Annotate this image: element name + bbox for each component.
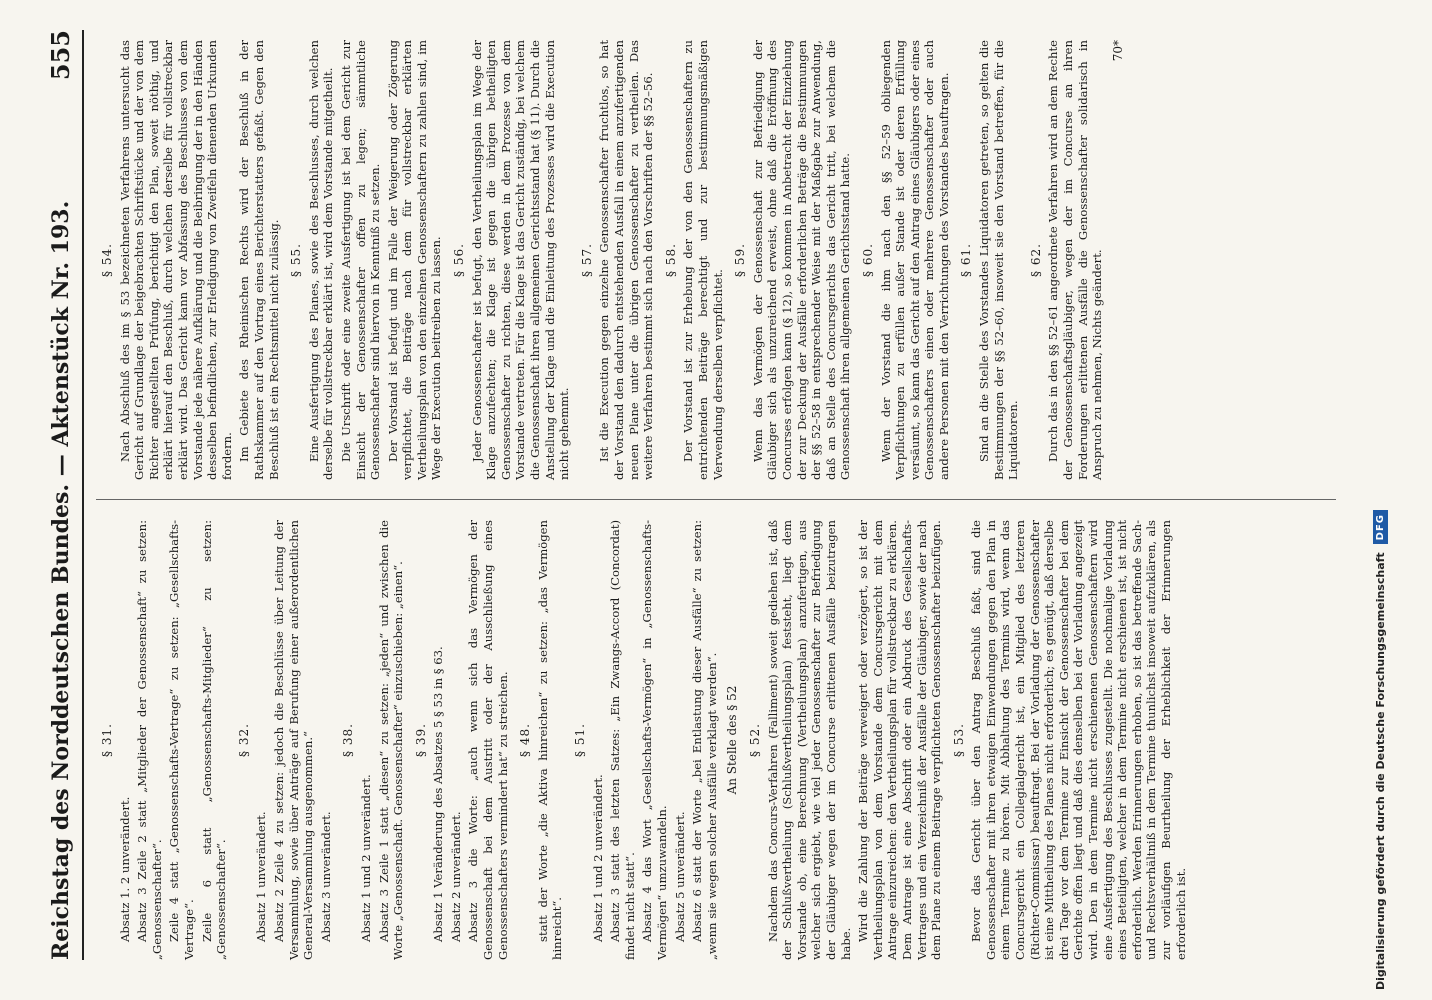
paragraph: Absatz 3 Zeile 2 statt „Mitglieder der Genossenschaft“ zu setzen: „Genossenschafter“. [135,520,164,960]
paragraph: Wenn das Vermögen der Genossenschaft zur Befriedigung der Gläubiger sich als unzureichend erweist, ohne daß die Eröffnung des Concurses erfolgen kann (§ 12), so kommen in Anbetracht der Einziehung der zur Deckung der Ausfälle erforderlichen Beträge die Bestimmungen der §§ 52–58 in entsprechender Weise mit der Maßgabe zur Anwendung, daß an Stelle des Concursgerichts das Gericht tritt, bei welchem die Genossenschaft ihren allgemeinen Gerichtsstand hatte. [750,40,853,480]
section-heading: § 51. [573,723,588,757]
section-heading: § 57. [579,243,594,277]
section-heading: § 38. [341,723,356,757]
right-column [92,40,1342,480]
paragraph: statt der Worte „die Aktiva hinreichen“ zu setzen: „das Vermögen hinreicht“. [535,520,565,960]
paragraph: Absatz 3 statt des letzten Satzes: „Ein Zwangs-Accord (Concordat) findet nicht statt“. [608,520,637,960]
paragraph: Eine Ausfertigung des Planes, sowie des Beschlusses, durch welchen derselbe für vollstreckbar erklärt ist, wird dem Vorstande mitgetheilt. [306,40,336,480]
section-heading: § 62. [1028,243,1043,277]
paragraph: Absatz 2 unverändert. [448,811,463,942]
paragraph: Absatz 4 das Wort „Gesellschafts-Vermögen“ in „Genossenschafts-Vermögen“ umzuwandeln. [640,520,669,960]
paragraph: Wird die Zahlung der Beiträge verweigert oder verzögert, so ist der Vertheilungsplan von dem Vorstande dem Concursgericht mit dem Antrage einzureichen: den Vertheilungsplan für vollstreckbar zu erklären. Dem Antrage ist eine Abschrift oder ein Abdruck des Gesellschafts-Vertrages und ein Verzeichniß der Ausfälle der Gläubiger, sowie der nach dem Plane zu einem Beitrage verpflichteten Genossenschafter beizufügen. [856,520,944,960]
paragraph: Nachdem das Concurs-Verfahren (Falliment) soweit gediehen ist, daß der Schlußvertheilung (Schlußvertheilungsplan) feststeht, liegt dem Vorstande ob, eine Berechnung (Vertheilungsplan) anzufertigen, aus welcher sich ergiebt, wie viel jeder Genossenschafter zur Befriedigung der Gläubiger wegen der im Concurse erlittenen Ausfälle beizutragen habe. [765,520,853,960]
section-heading: § 31. [100,723,114,757]
paragraph: Der Vorstand ist befugt und im Falle der Weigerung oder Zögerung verpflichtet, die Beiträge nach dem für vollstreckbar erklärten Vertheilungsplan von den einzelnen Genossenschaftern zu zahlen sind, im Wege der Execution beitreiben zu lassen. [385,40,444,480]
section-heading: § 55. [289,243,304,277]
paragraph: Durch das in den §§ 52–61 angeordnete Verfahren wird an dem Rechte der Genossenschaftsgläubiger, wegen der im Concurse an ihren Forderungen erlittenen Ausfälle die Genossenschafter solidarisch in Anspruch zu nehmen, Nichts geändert. [1046,40,1105,480]
section-heading: § 52. [747,723,762,757]
section-heading: § 39. [413,723,428,757]
paragraph: Absatz 3 Zeile 1 statt „diesen“ zu setzen: „jeden“ und zwischen die Worte „Genossenschaft. Genossenschafter“ einzuschieben: „einen“. [376,520,406,960]
section-heading: § 48. [518,723,533,757]
section-heading: § 54. [100,243,114,277]
paragraph: Absatz 3 die Worte: „auch wenn sich das Vermögen der Genossenschaft bei dem Austritt oder der Ausschließung eines Genossenschafters vermindert hat“ zu streichen. [466,520,510,960]
paragraph: Absatz 3 unverändert. [318,811,333,942]
left-column [92,520,1342,960]
paragraph: Absatz 1 und 2 unverändert. [358,774,373,942]
digitization-credit [1350,10,1410,990]
paragraph: Im Gebiete des Rheinischen Rechts wird der Beschluß in der Rathskammer auf den Vortrag eines Berichterstatters gefaßt. Gegen den Beschluß ist ein Rechtsmittel nicht zulässig. [237,40,281,480]
paragraph: Der Vorstand ist zur Erhebung der von den Genossenschaftern zu entrichtenden Beiträge berechtigt und zur bestimmungsmäßigen Verwendung derselben verpflichtet. [681,40,725,480]
section-heading: § 59. [733,243,748,277]
page-number: 555 [46,30,75,81]
paragraph: Absatz 1 unverändert. [254,811,269,942]
section-heading: § 58. [663,243,678,277]
footer-mark: 70* [1110,40,1125,62]
paragraph: Nach Abschluß des im § 53 bezeichneten Verfahrens untersucht das Gericht auf Grundlage der beigebrachten Schriftstücke und der von dem Richter angestellten Prüfung, berichtigt den Plan, soweit nöthig, und erklärt hierauf den Beschluß, durch welchen derselbe für vollstreckbar erklärt wird. Das Gericht kann vor Abfassung des Beschlusses von dem Vorstande jede nähere Aufklärung und die Beibringung der in den Händen desselben befindlichen, zur Erledigung von Zweifeln dienenden Urkunden fordern. [117,40,234,480]
paragraph: Absatz 5 unverändert. [672,811,687,942]
paragraph: Absatz 1 Veränderung des Absatzes 5 § 53 in § 63. [431,646,446,942]
paragraph: Absatz 1. 2 unverändert. [117,796,132,942]
paragraph: Zeile 4 statt „Genossenschafts-Vertrage“ zu setzen: „Gesellschafts-Vertrage“. [167,520,196,960]
running-title: Reichstag des Norddeutschen Bundes. — Aktenstück Nr. 193. [48,200,74,960]
subheading: An Stelle des § 52 [725,685,740,795]
paragraph: Sind an die Stelle des Vorstandes Liquidatoren getreten, so gelten die Bestimmungen der §§ 52–60, insoweit sie den Vorstand betreffen, für die Liquidatoren. [977,40,1021,480]
section-heading: § 60. [860,243,875,277]
credit-text: Digitalisierung gefördert durch die Deutsche Forschungsgemeinschaft [1373,552,1387,990]
paragraph: Zeile 6 statt „Genossenschafts-Mitglieder“ zu setzen: „Genossenschafter“. [199,520,229,960]
section-heading: § 56. [452,243,467,277]
paragraph: Die Urschrift oder eine zweite Ausfertigung ist bei dem Gericht zur Einsicht der Genossenschafter offen zu legen; sämmtliche Genossenschafter sind hiervon in Kenntniß zu setzen. [338,40,383,480]
paragraph: Jeder Genossenschafter ist befugt, den Vertheilungsplan im Wege der Klage anzufechten; die Klage ist gegen die übrigen betheiligten Genossenschafter zu richten, diese werden in dem Prozesse von dem Vorstande vertreten. Für die Klage ist das Gericht zuständig, bei welchem die Genossenschaft ihren allgemeinen Gerichtsstand hat (§ 11). Durch die Anstellung der Klage und die Einleitung des Prozesses wird die Execution nicht gehemmt. [469,40,572,480]
page-header [40,30,80,960]
section-heading: § 61. [959,243,974,277]
header-rule [82,30,84,960]
paragraph: Absatz 1 und 2 unverändert. [590,774,605,942]
paragraph: Wenn der Vorstand die ihm nach den §§ 52–59 obliegenden Verpflichtungen zu erfüllen außer Stande ist oder deren Erfüllung versäumt, so kann das Gericht auf den Antrag eines Gläubigers oder eines Genossenschafters einen oder mehrere Genossenschafter oder auch andere Personen mit den Verrichtungen des Vorstandes beauftragen. [878,40,951,480]
paragraph: Absatz 6 statt der Worte „bei Entlastung dieser Ausfälle“ zu setzen: „wenn sie wegen solcher Ausfälle verklagt werden“. [690,520,719,960]
paragraph: Absatz 2 Zeile 4 zu setzen: jedoch die Beschlüsse über Leitung der Versammlung, sowie über Anträge auf Berufung einer außerordentlichen General-Versammlung ausgenommen.“ [271,520,316,960]
paragraph: Ist die Execution gegen einzelne Genossenschafter fruchtlos, so hat der Vorstand den dadurch entstehenden Ausfall in einem anzufertigenden neuen Plane unter die übrigen Genossenschafter zu vertheilen. Das weitere Verfahren bestimmt sich nach den Vorschriften der §§ 52–56. [597,40,656,480]
dfg-logo: DFG [1373,510,1388,544]
section-heading: § 32. [236,723,251,757]
column-divider [96,499,1336,500]
section-heading: § 53. [951,723,966,757]
paragraph: Bevor das Gericht über den Antrag Beschluß faßt, sind die Genossenschafter mit ihren etwaigen Einwendungen gegen den Plan in einem Termine zu hören. Mit Abhaltung des Termins wird, wenn das Concursgericht ein Collegialgericht ist, ein Mitglied des letzteren (Richter-Commissar) beauftragt. Bei der Vorladung der Genossenschafter ist eine Mittheilung des Planes nicht erforderlich; es genügt, daß derselbe drei Tage vor dem Termine zur Einsicht der Genossenschafter bei dem Gerichte offen liegt und daß dies denselben bei der Vorladung angezeigt wird. Den in dem Termine nicht erschienenen Genossenschaftern wird eine Ausfertigung des Beschlusses zugestellt. Die nochmalige Vorladung eines Beteiligten, welcher in dem Termine nicht erschienen ist, ist nicht erforderlich. Werden Erinnerungen erhoben, so ist das betreffende Sach- und Rechtsverhältniß in dem Termine thunlichst insoweit aufzuklären, als zur vorläufigen Beurtheilung der Erheblichkeit der Erinnerungen erforderlich ist. [969,520,1188,960]
